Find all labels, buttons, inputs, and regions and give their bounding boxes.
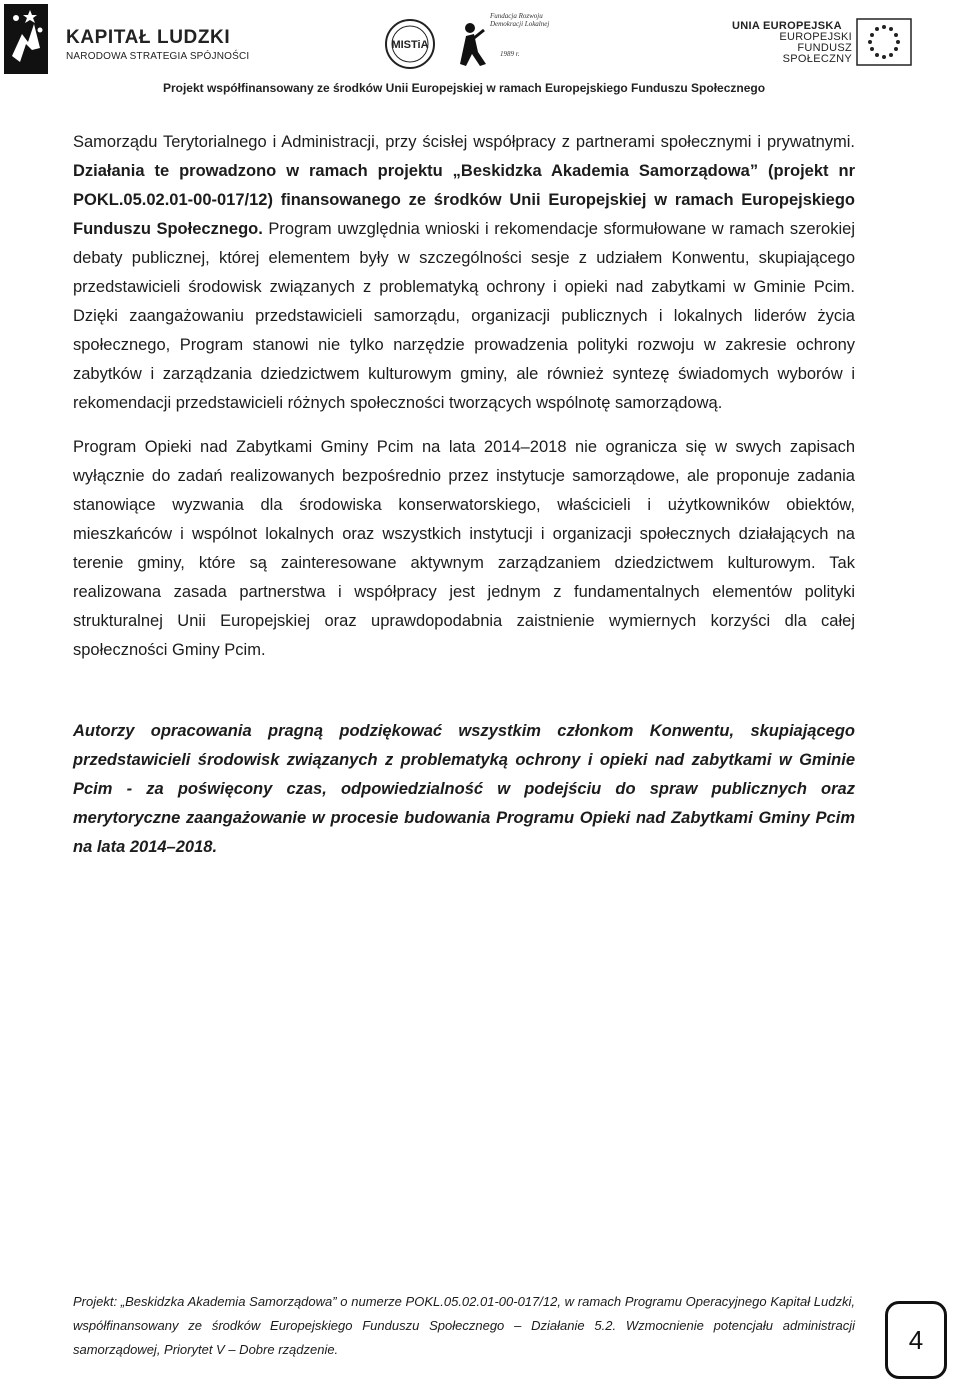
eu-flag-icon xyxy=(856,18,912,66)
kapital-ludzki-logo-text xyxy=(66,28,249,62)
ue-title: UNIA EUROPEJSKA xyxy=(732,20,842,32)
ue-line-2: FUNDUSZ SPOŁECZNY xyxy=(782,42,852,65)
acknowledgement-paragraph: Autorzy opracowania pragną podziękować wszystkim członkom Konwentu, skupiającego przedstawicieli środowisk związanych z problematyką ochrony i opieki nad zabytkami w Gminie Pcim - za poświęcony czas, odpowiedzialność w podejściu do spraw publicznych oraz merytoryczne zaangażowanie w procesie budowania Programu Opieki nad Zabytkami Gminy Pcim na lata 2014–2018. xyxy=(73,722,855,856)
document-body xyxy=(73,128,855,862)
paragraph-1 xyxy=(73,128,855,418)
fundacja-line-1: Fundacja Rozwoju xyxy=(490,12,543,20)
page-footer xyxy=(73,1290,855,1362)
kl-logo-subtitle: NARODOWA STRATEGIA SPÓJNOŚCI xyxy=(66,51,250,62)
fundacja-year: 1989 r. xyxy=(500,50,520,58)
page-number: 4 xyxy=(885,1301,947,1379)
header-tagline: Projekt współfinansowany ze środków Unii Europejskiej w ramach Europejskiego Funduszu Społecznego xyxy=(162,81,766,95)
paragraph-1-continuation: Program uwzględnia wnioski i rekomendacje sformułowane w ramach szerokiej debaty publicznej, której elementem były w szczególności sesje z udziałem Konwentu, skupiającego przedstawicieli środowisk związanych z problematyką ochrony i opieki nad zabytkami w Gminie Pcim. Dzięki zaangażowaniu przedstawicieli samorządu, organizacji publicznych i lokalnych liderów życia społecznego, Program stanowi nie tylko narzędzie prowadzenia polityki rozwoju w zakresie ochrony zabytków i zarządzania dziedzictwem kulturowym gminy, ale również syntezę świadomych wyborów i rekomendacji przedstawicieli różnych społeczności tworzących wspólnotę samorządową. xyxy=(73,220,855,412)
fundacja-line-2: Demokracji Lokalnej xyxy=(490,20,550,28)
paragraph-2: Program Opieki nad Zabytkami Gminy Pcim na lata 2014–2018 nie ogranicza się w swych zapisach wyłącznie do zadań realizowanych bezpośrednio przez instytucje samorządowe, ale proponuje zadania stanowiące wyzwania dla środowiska konserwatorskiego, właścicieli i użytkowników obiektów, mieszkańców i wspólnot lokalnych oraz wszystkich instytucji i organizacji społecznych działających na terenie gminy, które są zainteresowane aktywnym zarządzaniem dziedzictwem kulturowym. Tak realizowana zasada partnerstwa i współpracy jest jednym z fundamentalnych elementów polityki strukturalnej Unii Europejskiej oraz uprawdopodabnia zaistnienie wymiernych korzyści dla całej społeczności Gminy Pcim. xyxy=(73,438,855,659)
ue-line-1: EUROPEJSKI xyxy=(779,31,852,43)
kapital-ludzki-logo-icon xyxy=(4,4,64,74)
ue-efs-logo-text xyxy=(732,20,852,65)
kl-logo-title: KAPITAŁ LUDZKI xyxy=(66,27,231,48)
fundacja-logo-text xyxy=(490,12,549,28)
svg-text:MISTiA: MISTiA xyxy=(391,39,429,51)
mistia-logo-icon xyxy=(380,18,440,70)
page-header xyxy=(0,0,960,100)
paragraph-1-intro: Samorządu Terytorialnego i Administracji, przy ścisłej współpracy z partnerami społecznymi i prywatnymi. xyxy=(73,133,855,151)
paragraph-1-project-statement: Działania te prowadzono w ramach projektu „Beskidzka Akademia Samorządowa” (projekt nr POKL.05.02.01-00-017/12) finansowanego ze środków Unii Europejskiej w ramach Europejskiego Funduszu Społecznego. xyxy=(73,162,855,238)
footer-text: Projekt: „Beskidzka Akademia Samorządowa” o numerze POKL.05.02.01-00-017/12, w ramach Programu Operacyjnego Kapitał Ludzki, współfinansowany ze środków Europejskiego Funduszu Społecznego – Działanie 5.2. Wzmocnienie potencjału administracji samorządowej, Priorytet V – Dobre rządzenie. xyxy=(73,1294,855,1357)
